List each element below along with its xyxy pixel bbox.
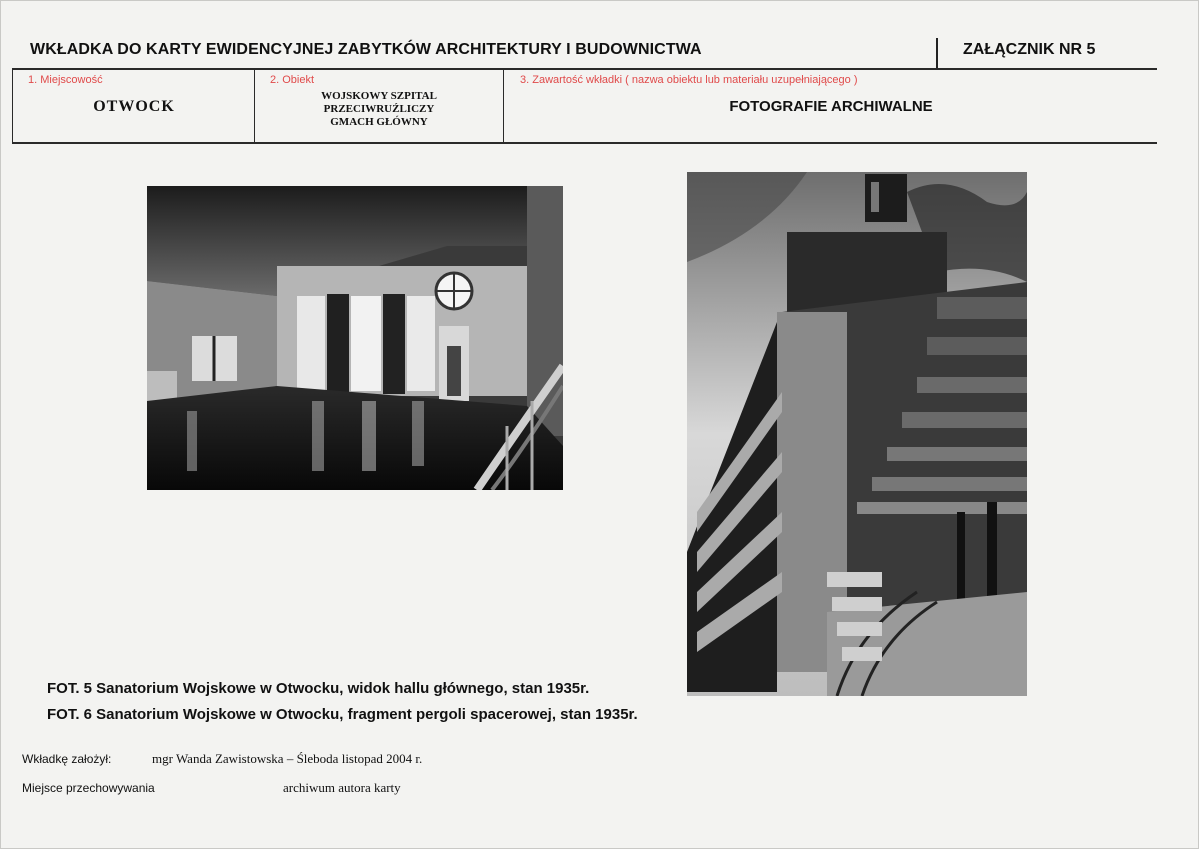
caption-photo-6: FOT. 6 Sanatorium Wojskowe w Otwocku, fragment pergoli spacerowej, stan 1935r.: [47, 706, 638, 723]
object-line: PRZECIWRUŹLICZY: [323, 103, 435, 115]
object-label: 2. Obiekt: [270, 74, 315, 86]
storage-value: archiwum autora karty: [283, 780, 401, 795]
photo-hall-interior: [147, 186, 563, 490]
field-divider-2: [503, 70, 504, 144]
locality-label: 1. Miejscowość: [28, 74, 103, 86]
header-rule: [12, 68, 1157, 70]
content-value: FOTOGRAFIE ARCHIWALNE: [729, 98, 933, 115]
field-row-rule: [12, 142, 1157, 144]
object-line: GMACH GŁÓWNY: [330, 116, 428, 128]
author-label: Wkładkę założył:: [22, 752, 112, 766]
field-divider-1: [254, 70, 255, 144]
locality-value: OTWOCK: [93, 98, 175, 115]
field-border-left: [12, 70, 13, 144]
annex-number: ZAŁĄCZNIK NR 5: [963, 41, 1096, 58]
storage-label: Miejsce przechowywania: [22, 781, 155, 795]
object-line: WOJSKOWY SZPITAL: [321, 90, 437, 102]
caption-photo-5: FOT. 5 Sanatorium Wojskowe w Otwocku, widok hallu głównego, stan 1935r.: [47, 680, 590, 697]
photo-pergola-exterior: [687, 172, 1027, 696]
author-value: mgr Wanda Zawistowska – Śleboda listopad 2004 r.: [152, 751, 423, 766]
object-value: [256, 90, 502, 129]
content-label: 3. Zawartość wkładki ( nazwa obiektu lub materiału uzupełniającego ): [520, 74, 858, 86]
header-separator: [936, 38, 938, 68]
form-title: WKŁADKA DO KARTY EWIDENCYJNEJ ZABYTKÓW ARCHITEKTURY I BUDOWNICTWA: [30, 41, 702, 58]
